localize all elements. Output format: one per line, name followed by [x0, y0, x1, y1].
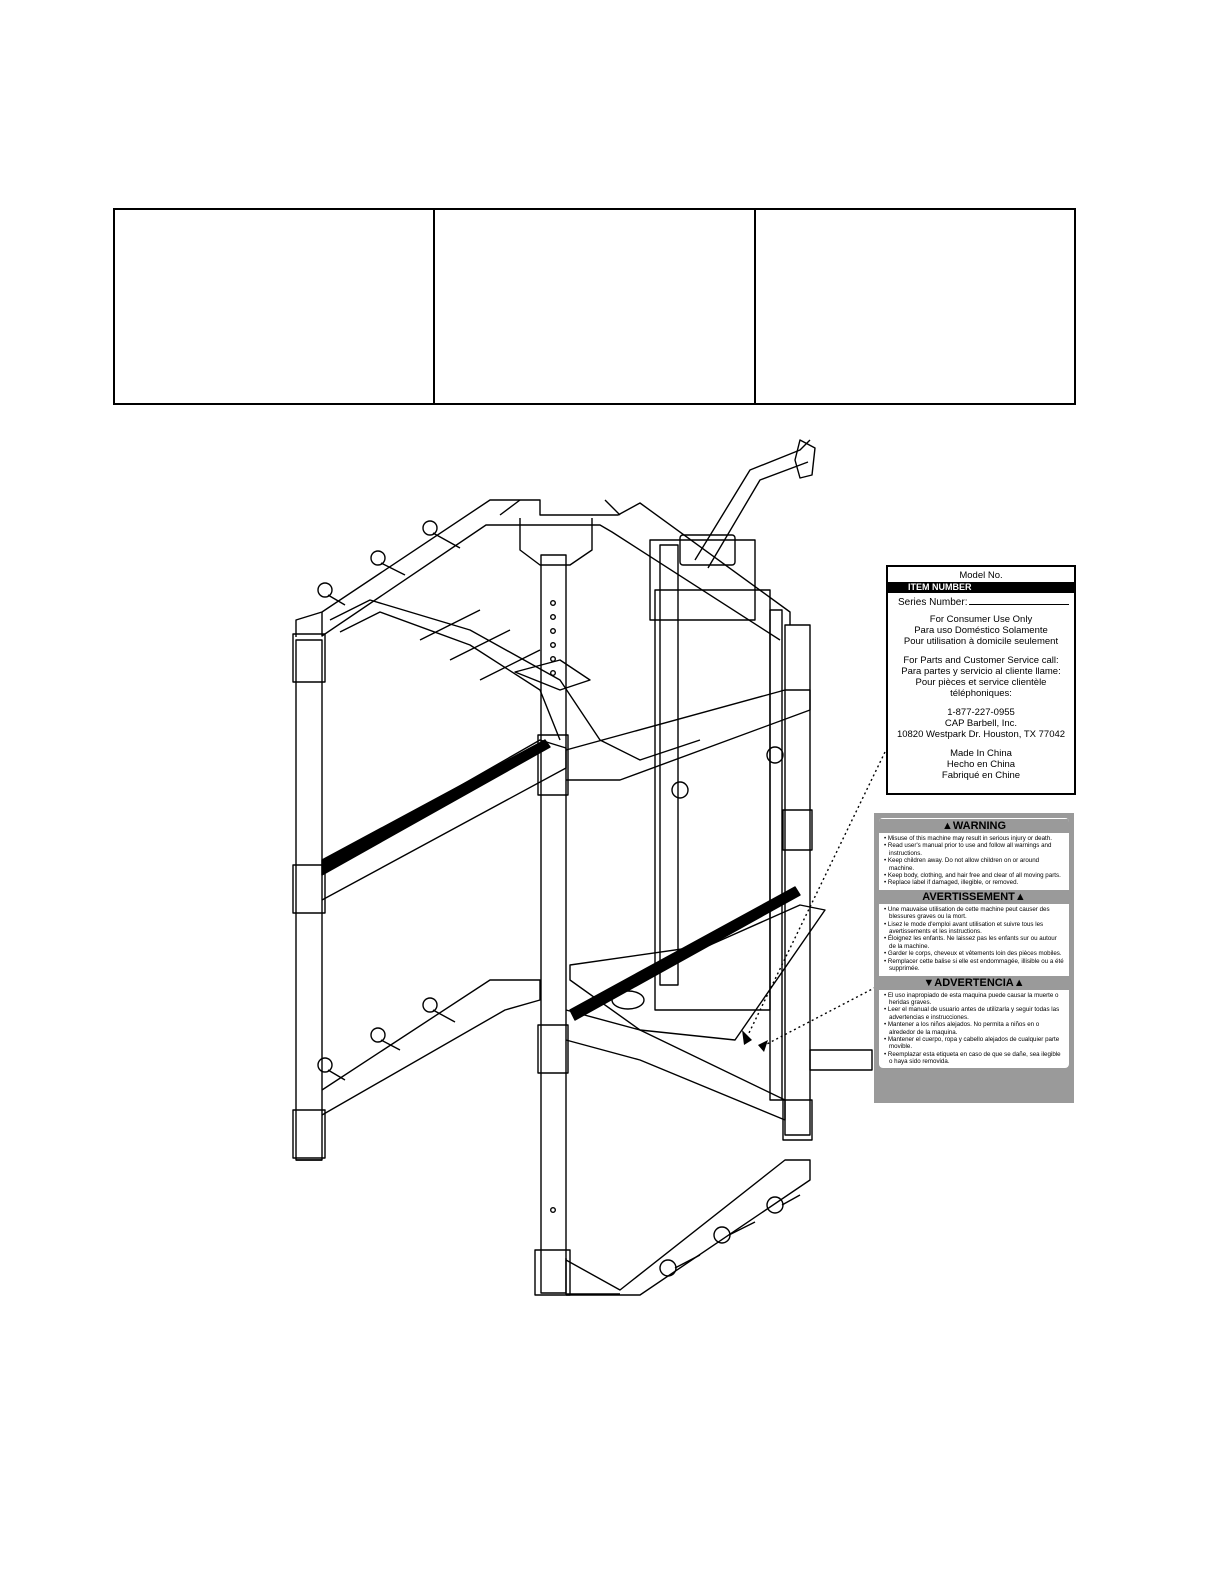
- warning-item: • Leer el manual de usuario antes de utilizarla y seguir todas las advertencias e instrucciones.: [889, 1006, 1065, 1021]
- origin-line: Hecho en China: [946, 759, 1016, 770]
- warning-item: • Read user's manual prior to use and follow all warnings and instructions.: [889, 842, 1065, 857]
- pull-up-handle: [680, 440, 815, 568]
- service-line: For Parts and Customer Service call:: [903, 655, 1059, 666]
- warning-list-en: [879, 833, 1069, 889]
- warning-label: [874, 813, 1074, 1103]
- service-line: Pour pièces et service clientèle: [915, 677, 1047, 688]
- warning-item: • Une mauvaise utilisation de cette machine peut causer des blessures graves ou la mort.: [889, 906, 1065, 921]
- warning-item: • Keep children away. Do not allow children on or around machine.: [889, 857, 1065, 872]
- service-line: téléphoniques:: [950, 688, 1012, 699]
- warning-heading-fr: AVERTISSEMENT▲: [879, 889, 1069, 904]
- center-front-post: [535, 555, 570, 1295]
- series-blank: [969, 596, 1069, 605]
- warning-item: • El uso inapropiado de esta maquina puede causar la muerte o heridas graves.: [889, 992, 1065, 1007]
- origin-line: Made In China: [950, 748, 1012, 759]
- warning-item: • Keep body, clothing, and hair free and clear of all moving parts.: [889, 872, 1065, 879]
- contact-line: 1-877-227-0955: [947, 707, 1015, 718]
- model-number-label: [886, 565, 1076, 795]
- safety-bars: [322, 740, 800, 1020]
- warning-item: • Mantener el cuerpo, ropa y cabello alejados de cualquier parte movible.: [889, 1036, 1065, 1051]
- lower-platform: [570, 905, 825, 1040]
- warning-item: • Mantener a los niños alejados. No permita a niños en o alrededor de la maquina.: [889, 1021, 1065, 1036]
- series-number: [888, 596, 1074, 608]
- warning-item: • Replace label if damaged, illegible, or removed.: [889, 879, 1065, 886]
- consumer-line: Pour utilisation à domicile seulement: [903, 636, 1059, 647]
- right-rear-post: [783, 625, 812, 1140]
- origin-line: Fabriqué en Chine: [941, 770, 1021, 781]
- storage-pegs: [318, 521, 800, 1276]
- upper-attachment: [330, 600, 700, 760]
- warning-heading-en: ▲WARNING: [879, 818, 1069, 833]
- model-title: Model No.: [959, 570, 1003, 581]
- series-label: Series Number:: [898, 597, 968, 608]
- warning-list-es: [879, 990, 1069, 1068]
- warning-item: • Remplacer cette balise si elle est endommagée, illisible ou a été supprimée.: [889, 958, 1065, 973]
- callout-arrows: [742, 1030, 768, 1052]
- contact-line: CAP Barbell, Inc.: [944, 718, 1018, 729]
- warning-item: • Reemplazar esta etiqueta en caso de que se dañe, sea ilegible o haya sido removida.: [889, 1051, 1065, 1066]
- rear-uprights: [650, 540, 782, 1100]
- left-front-post: [293, 634, 325, 1160]
- warning-label-body: [879, 818, 1069, 1068]
- item-number-bar: ITEM NUMBER: [888, 582, 1074, 593]
- consumer-line: For Consumer Use Only: [929, 614, 1033, 625]
- label-callouts: [748, 752, 885, 1045]
- rear-extension: [810, 1050, 872, 1070]
- top-frame: [296, 500, 790, 640]
- service-line: Para partes y servicio al cliente llame:: [901, 666, 1061, 677]
- consumer-line: Para uso Doméstico Solamente: [914, 625, 1048, 636]
- contact-line: 10820 Westpark Dr. Houston, TX 77042: [896, 729, 1066, 740]
- warning-item: • Garder le corps, cheveux et vêtements loin des pièces mobiles.: [889, 950, 1065, 957]
- warning-list-fr: [879, 904, 1069, 975]
- warning-item: • Misuse of this machine may result in serious injury or death.: [889, 835, 1065, 842]
- warning-heading-es: ▼ADVERTENCIA▲: [879, 975, 1069, 990]
- warning-item: • Éloignez les enfants. Ne laissez pas les enfants sur ou autour de la machine.: [889, 935, 1065, 950]
- warning-item: • Lisez le mode d'emploi avant utilisation et suivre tous les avertissements et les instructions.: [889, 921, 1065, 936]
